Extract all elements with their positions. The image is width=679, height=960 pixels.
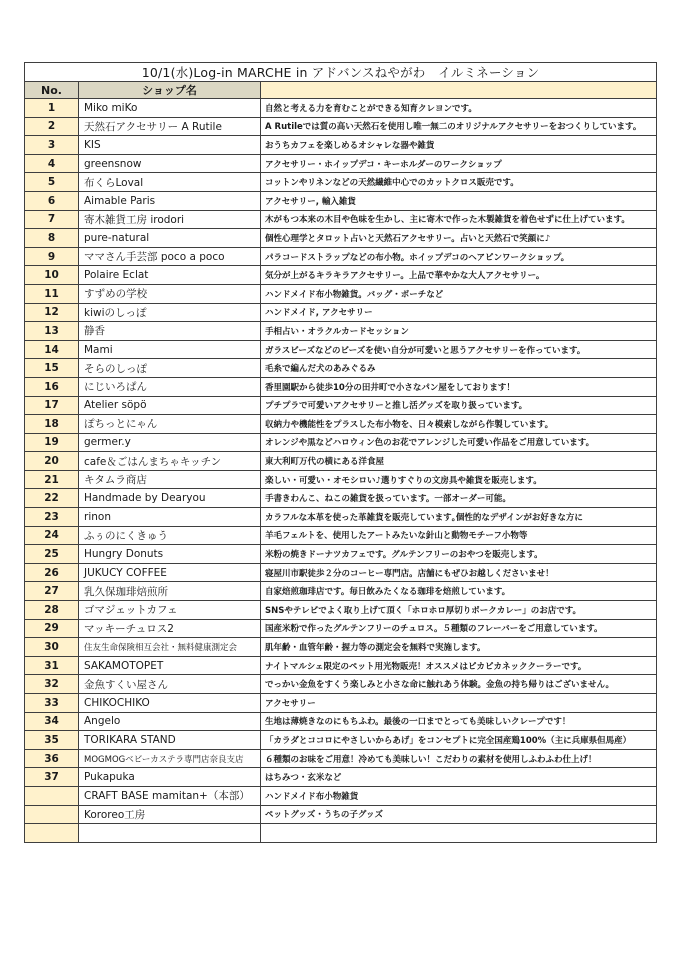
table-row — [25, 545, 657, 564]
shop-name: すずめの学校 — [79, 284, 261, 303]
shop-name: 乳久保珈琲焙煎所 — [79, 582, 261, 601]
shop-name: Atelier söpö — [79, 396, 261, 415]
table-row — [25, 656, 657, 675]
table-row — [25, 396, 657, 415]
shop-name: CHIKOCHIKO — [79, 694, 261, 713]
row-number: 23 — [25, 508, 79, 527]
shop-name: にじいろぱん — [79, 377, 261, 396]
table-row — [25, 470, 657, 489]
shop-name: 寄木雑貨工房 irodori — [79, 210, 261, 229]
shop-name: CRAFT BASE mamitan+（本部） — [79, 786, 261, 805]
row-number: 7 — [25, 210, 79, 229]
shop-description: ハンドメイド布小物雑貨 — [261, 786, 657, 805]
row-number: 24 — [25, 526, 79, 545]
shop-description: ペットグッズ・うちの子グッズ — [261, 805, 657, 824]
row-number: 29 — [25, 619, 79, 638]
table-row — [25, 340, 657, 359]
shop-description: アクセサリー, 輸入雑貨 — [261, 191, 657, 210]
table-row — [25, 415, 657, 434]
shop-description: ナイトマルシェ限定のペット用光物販売！オススメはピカピカネッククーラーです。 — [261, 656, 657, 675]
table-row — [25, 619, 657, 638]
shop-name: pure-natural — [79, 229, 261, 248]
row-number: 27 — [25, 582, 79, 601]
shop-description: 自然と考える力を育むことができる知育クレヨンです。 — [261, 99, 657, 118]
shop-description: 「カラダとココロにやさしいからあげ」をコンセプトに完全国産鶏100%（主に兵庫県但馬産） — [261, 731, 657, 750]
shop-name: そらのしっぽ — [79, 359, 261, 378]
shop-description: ガラスビーズなどのビーズを使い自分が可愛いと思うアクセサリーを作っています。 — [261, 340, 657, 359]
shop-name: TORIKARA STAND — [79, 731, 261, 750]
row-number: 8 — [25, 229, 79, 248]
row-number: 2 — [25, 117, 79, 136]
shop-name: キタムラ商店 — [79, 470, 261, 489]
shop-description: 気分が上がるキラキラアクセサリー。上品で華やかな大人アクセサリー。 — [261, 266, 657, 285]
row-number: 15 — [25, 359, 79, 378]
row-number: 9 — [25, 247, 79, 266]
table-row — [25, 359, 657, 378]
shop-description: SNSやテレビでよく取り上げて頂く「ホロホロ厚切りポークカレー」のお店です。 — [261, 601, 657, 620]
table-row — [25, 582, 657, 601]
shop-name: Mami — [79, 340, 261, 359]
row-number: 12 — [25, 303, 79, 322]
shop-description: 生地は薄焼きなのにもちふわ。最後の一口までとっても美味しいクレープです！ — [261, 712, 657, 731]
table-row — [25, 786, 657, 805]
table-row — [25, 526, 657, 545]
shop-name: 天然石アクセサリー A Rutile — [79, 117, 261, 136]
title-row — [25, 63, 657, 82]
row-number: 36 — [25, 749, 79, 768]
table-row — [25, 99, 657, 118]
row-number: 30 — [25, 638, 79, 657]
shop-name: ぽちっとにゃん — [79, 415, 261, 434]
row-number: 6 — [25, 191, 79, 210]
shop-description: アクセサリー・ホイップデコ・キーホルダーのワークショップ — [261, 154, 657, 173]
table-row — [25, 749, 657, 768]
row-number: 37 — [25, 768, 79, 787]
table-row — [25, 452, 657, 471]
row-number: 28 — [25, 601, 79, 620]
shop-name: Polaire Eclat — [79, 266, 261, 285]
shop-name: JUKUCY COFFEE — [79, 563, 261, 582]
shop-name: ふぅのにくきゅう — [79, 526, 261, 545]
column-header-no: No. — [25, 82, 79, 99]
shop-name: 金魚すくい屋さん — [79, 675, 261, 694]
row-number — [25, 786, 79, 805]
shop-description: 手相占い・オラクルカードセッション — [261, 322, 657, 341]
table-row — [25, 284, 657, 303]
shop-name: SAKAMOTOPET — [79, 656, 261, 675]
row-number: 1 — [25, 99, 79, 118]
row-number: 31 — [25, 656, 79, 675]
shop-name: 布くらLoval — [79, 173, 261, 192]
shop-description: ハンドメイド布小物雑貨。バッグ・ポーチなど — [261, 284, 657, 303]
row-number: 26 — [25, 563, 79, 582]
shop-description: 個性心理学とタロット占いと天然石アクセサリー。占いと天然石で笑顔に♪ — [261, 229, 657, 248]
shop-description: 羊毛フェルトを、使用したアートみたいな針山と動物モチーフ小物等 — [261, 526, 657, 545]
shop-name: Kororeo工房 — [79, 805, 261, 824]
shop-description: 米粉の焼きドーナツカフェです。グルテンフリーのおやつを販売します。 — [261, 545, 657, 564]
table-row — [25, 805, 657, 824]
table-row — [25, 433, 657, 452]
shop-name: greensnow — [79, 154, 261, 173]
table-row — [25, 489, 657, 508]
table-row — [25, 117, 657, 136]
shop-name: KIS — [79, 136, 261, 155]
shop-description: 収納力や機能性をプラスした布小物を、日々模索しながら作製しています。 — [261, 415, 657, 434]
row-number: 14 — [25, 340, 79, 359]
table-row — [25, 638, 657, 657]
row-number: 22 — [25, 489, 79, 508]
table-row — [25, 136, 657, 155]
table-row — [25, 508, 657, 527]
table-row — [25, 303, 657, 322]
shop-name: Pukapuka — [79, 768, 261, 787]
shop-name: germer.y — [79, 433, 261, 452]
shop-name: cafe＆ごはんまちゃキッチン — [79, 452, 261, 471]
shop-description — [261, 824, 657, 843]
table-row — [25, 601, 657, 620]
shop-name: 住友生命保険相互会社・無料健康測定会 — [79, 638, 261, 657]
table-row — [25, 173, 657, 192]
table-row — [25, 563, 657, 582]
shop-name: マッキーチュロス2 — [79, 619, 261, 638]
row-number: 25 — [25, 545, 79, 564]
table-row — [25, 191, 657, 210]
shop-name: 静香 — [79, 322, 261, 341]
shop-description: 毛糸で編んだ犬のあみぐるみ — [261, 359, 657, 378]
column-header-description — [261, 82, 657, 99]
shop-description: カラフルな本革を使った革雑貨を販売しています｡個性的なデザインがお好きな方に — [261, 508, 657, 527]
shop-name: Miko miKo — [79, 99, 261, 118]
table-row — [25, 694, 657, 713]
row-number — [25, 824, 79, 843]
table-row — [25, 377, 657, 396]
page-title: 10/1(水)Log-in MARCHE in アドバンスねやがわ イルミネーション — [25, 63, 657, 82]
row-number: 20 — [25, 452, 79, 471]
row-number: 3 — [25, 136, 79, 155]
shop-description: 肌年齢・血管年齢・握力等の測定会を無料で実施します。 — [261, 638, 657, 657]
table-row — [25, 154, 657, 173]
shop-description: 東大利町万代の横にある洋食屋 — [261, 452, 657, 471]
row-number: 13 — [25, 322, 79, 341]
shop-description: 手書きわんこ、ねこの雑貨を扱っています。一部オーダー可能。 — [261, 489, 657, 508]
shop-name: Handmade by Dearyou — [79, 489, 261, 508]
row-number: 34 — [25, 712, 79, 731]
shop-description: おうちカフェを楽しめるオシャレな器や雑貨 — [261, 136, 657, 155]
row-number: 10 — [25, 266, 79, 285]
column-header-shop-name: ショップ名 — [79, 82, 261, 99]
shop-description: オレンジや黒などハロウィン色のお花でアレンジした可愛い作品をご用意しています。 — [261, 433, 657, 452]
shop-description: アクセサリー — [261, 694, 657, 713]
shop-description: 寝屋川市駅徒歩２分のコーヒー専門店。店舗にもぜひお越しくださいませ！ — [261, 563, 657, 582]
table-row — [25, 712, 657, 731]
shop-table — [24, 62, 657, 843]
table-row — [25, 675, 657, 694]
row-number: 4 — [25, 154, 79, 173]
shop-description: 国産米粉で作ったグルテンフリーのチュロス。５種類のフレーバーをご用意しています。 — [261, 619, 657, 638]
row-number: 17 — [25, 396, 79, 415]
shop-name: rinon — [79, 508, 261, 527]
row-number: 5 — [25, 173, 79, 192]
table-row — [25, 266, 657, 285]
table-row — [25, 824, 657, 843]
shop-name: MOGMOGベビーカステラ専門店奈良支店 — [79, 749, 261, 768]
shop-description: 自家焙煎珈琲店です。毎日飲みたくなる珈琲を焙煎しています。 — [261, 582, 657, 601]
shop-description: ハンドメイド, アクセサリー — [261, 303, 657, 322]
shop-description: 香里園駅から徒歩10分の田井町で小さなパン屋をしております！ — [261, 377, 657, 396]
shop-description: パラコードストラップなどの布小物。ホイップデコのヘアピンワークショップ。 — [261, 247, 657, 266]
shop-name: ママさん手芸部 poco a poco — [79, 247, 261, 266]
shop-description: コットンやリネンなどの天然繊維中心でのカットクロス販売です。 — [261, 173, 657, 192]
shop-description: プチプラで可愛いアクセサリーと推し活グッズを取り扱っています。 — [261, 396, 657, 415]
row-number — [25, 805, 79, 824]
row-number: 11 — [25, 284, 79, 303]
table-row — [25, 247, 657, 266]
table-row — [25, 731, 657, 750]
table-row — [25, 322, 657, 341]
shop-name: kiwiのしっぽ — [79, 303, 261, 322]
shop-name: Hungry Donuts — [79, 545, 261, 564]
table-row — [25, 210, 657, 229]
shop-description: はちみつ・玄米など — [261, 768, 657, 787]
shop-description: ６種類のお味をご用意！冷めても美味しい！こだわりの素材を使用しふわふわ仕上げ！ — [261, 749, 657, 768]
row-number: 35 — [25, 731, 79, 750]
shop-description: でっかい金魚をすくう楽しみと小さな命に触れあう体験。金魚の持ち帰りはございません。 — [261, 675, 657, 694]
row-number: 19 — [25, 433, 79, 452]
shop-name — [79, 824, 261, 843]
table-row — [25, 229, 657, 248]
table-body — [25, 99, 657, 843]
header-row — [25, 82, 657, 99]
row-number: 33 — [25, 694, 79, 713]
shop-name: Angelo — [79, 712, 261, 731]
row-number: 16 — [25, 377, 79, 396]
shop-description: 木がもつ本来の木目や色味を生かし、主に寄木で作った木製雑貨を着色せずに仕上げています。 — [261, 210, 657, 229]
shop-name: ゴマジェットカフェ — [79, 601, 261, 620]
shop-description: A Rutileでは質の高い天然石を使用し唯一無二のオリジナルアクセサリーをおつくりしています。 — [261, 117, 657, 136]
table-row — [25, 768, 657, 787]
row-number: 18 — [25, 415, 79, 434]
shop-name: Aimable Paris — [79, 191, 261, 210]
row-number: 21 — [25, 470, 79, 489]
shop-description: 楽しい・可愛い・オモシロい♪選りすぐりの文房具や雑貨を販売します。 — [261, 470, 657, 489]
row-number: 32 — [25, 675, 79, 694]
